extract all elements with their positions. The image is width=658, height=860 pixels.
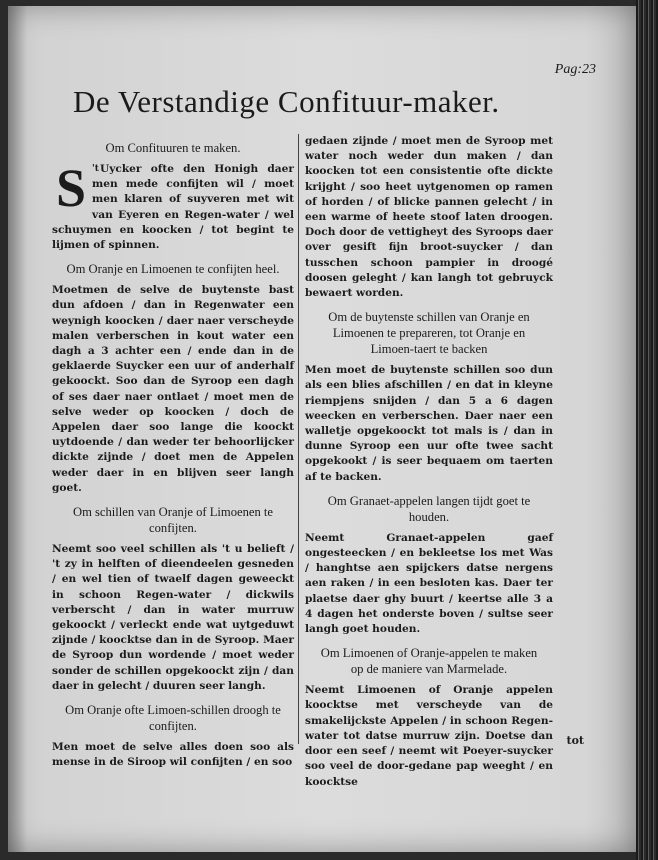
section-heading: Om de buytenste schillen van Oranje en Limoenen te prepareren, tot Oranje en Limoen-taert te backen bbox=[328, 310, 530, 357]
dropcap-prefix: 't bbox=[92, 164, 99, 174]
recipe-paragraph: Men moet de buytenste schillen soo dun als een blies afschillen / en dat in kleyne riempjens snijden / dan 5 a 6 dagen weecken en verberschen. Daer naer een walletje opgekoockt tot mals is / dan in dunne Syroop een uur ofte twee sacht opgekookt / is seer bequaem om taerten af te backen. bbox=[305, 364, 553, 483]
section-heading: Om Granaet-appelen langen tijdt goet te houden. bbox=[327, 493, 531, 524]
right-column bbox=[305, 134, 553, 798]
book-page bbox=[8, 6, 636, 852]
recipe-paragraph: Neemt Granaet-appelen gaef ongesteecken / en bekleetse los met Was / hanghtse aen spijckers datse nergens aen raken / in een besloten kas. Daer ter plaetse daer ghy buurt / keertse alle 3 a 4 dagen het onderste boven / sultse seer langh goet houden. bbox=[305, 531, 553, 636]
recipe-paragraph: Neemt soo veel schillen als 't u belieft / 't zy in helften of dieendeelen gesneden / en wel tien of twaelf dagen geweeckt in schoon Regen-water / dickwils verberscht / dan in water murruw gekoockt / verleckt ende wat uytgeduwt zijnde / koocktse dan in de Syroop. Maer de Syroop dun wordende / moet weder sonder de schillen opgekoockt zijn / dan daer in gelecht / duuren seer langh. bbox=[52, 543, 294, 692]
section-heading: Om Oranje en Limoenen te confijten heel. bbox=[66, 262, 280, 277]
recipe-paragraph: Men moet de selve alles doen soo als mense in de Siroop wil confijten / en soo bbox=[52, 741, 294, 769]
recipe-paragraph: gedaen zijnde / moet men de Syroop met water noch weder dun maken / dan koocken tot een consistentie ofte dickte krijght / soo heet uytgenomen op ramen of horden / of blicke pannen gelecht / in een warme of heete stoof laten droogen. Doch door de vettigheyt des Syroops daer over gesift fijn broot-suycker / dan tusschen schoon pampier in droogé doosen geleght / kan langh tot gebruyck bewaert worden. bbox=[305, 135, 553, 300]
page-title: De Verstandige Confituur-maker. bbox=[73, 84, 500, 119]
recipe-paragraph bbox=[52, 158, 294, 253]
column-divider bbox=[298, 134, 299, 744]
recipe-paragraph: Neemt Limoenen of Oranje appelen koocktse met verscheyde van de smakelijckste Appelen / in schoon Regen-water tot datse murruw zijn. Doetse dan door een seef / neemt wit Poeyer-suycker soo veel de door-gedane pap weeght / en koocktse bbox=[305, 684, 553, 788]
section-heading: Om Limoenen of Oranje-appelen te maken op de maniere van Marmelade. bbox=[320, 646, 538, 677]
page-number: Pag:23 bbox=[554, 62, 596, 77]
recipe-paragraph: Moetmen de selve de buytenste bast dun afdoen / dan in Regenwater een weynigh koocken / daer naer verscheyde malen verberschen in kout water een dagh a 3 achter een / ende dan in de geklaerde Suycker een uur of anderhalf gekoockt. Soo dan de Syroop een dagh of ses daer naer ontlaet / moet men de selve weder op koocken / doch de Appelen daer soo lange die koockt uytdoende / dan weder ter behoorlijcker dickte zijnde / doet men de Appelen weder daer in en blijven seer langh goet. bbox=[52, 284, 294, 494]
left-column bbox=[52, 134, 294, 779]
section-heading: Om Oranje ofte Limoen-schillen droogh te confijten. bbox=[65, 703, 281, 734]
section-heading: Om schillen van Oranje of Limoenen te confijten. bbox=[72, 505, 274, 536]
catchword: tot bbox=[566, 734, 584, 747]
page-edge-shadow bbox=[636, 0, 658, 860]
recipe-text: Uycker ofte den Honigh daer men mede confijten wil / moet men klaren of suyveren met wit van Eyeren en Regen-water / wel schuymen en koocken / tot begint te lijmen of spinnen. bbox=[52, 163, 294, 252]
dropcap-letter: S bbox=[56, 158, 87, 218]
section-heading: Om Confituuren te maken. bbox=[105, 141, 241, 155]
